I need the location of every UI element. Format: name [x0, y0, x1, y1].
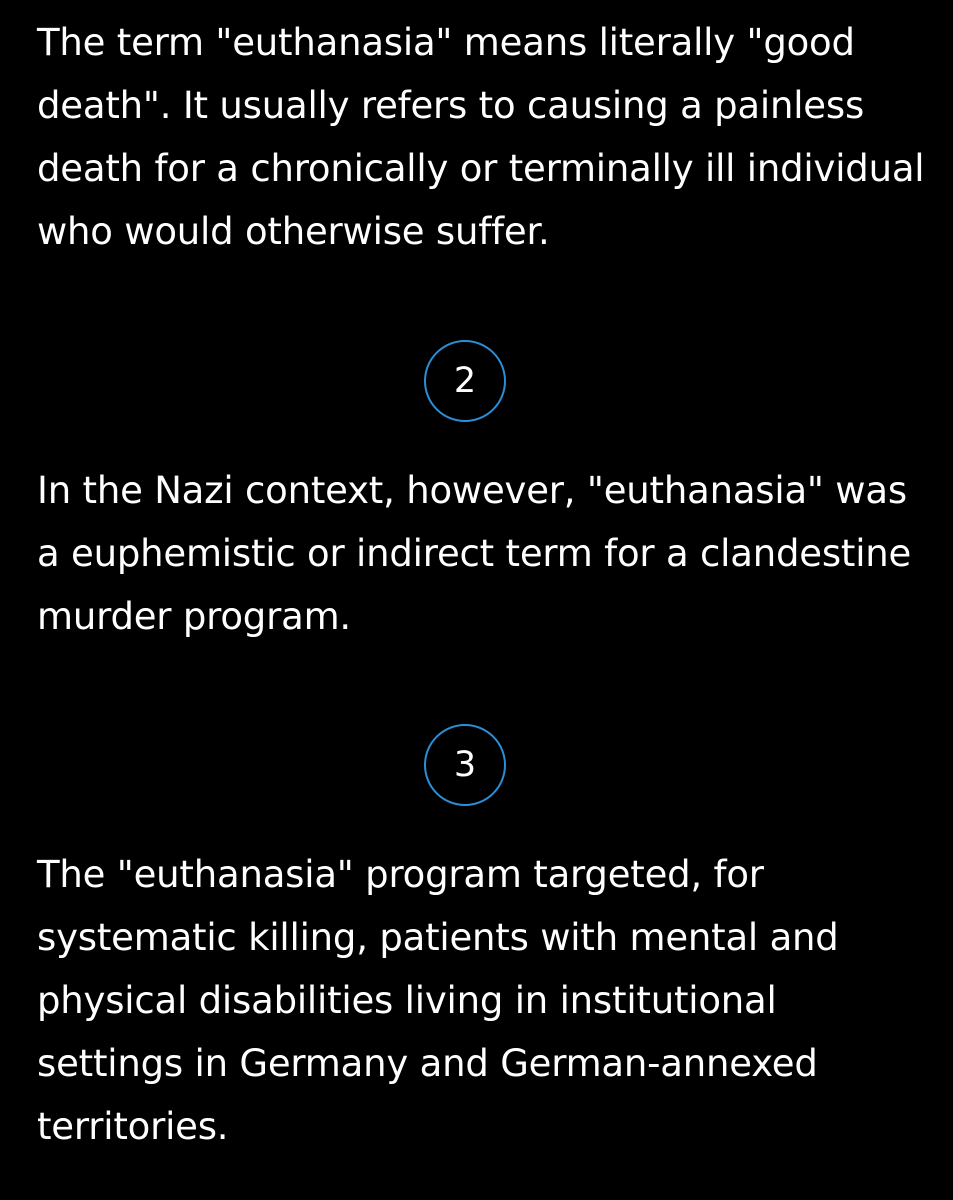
step-number-badge: [424, 724, 506, 806]
paragraph-program-targets: The "euthanasia" program targeted, for systematic killing, patients with mental and physical disabilities living in institutional settings in Germany and German-annexed territories.: [37, 853, 839, 1148]
step-number-label: 2: [453, 361, 477, 401]
paragraph-euthanasia-definition: The term "euthanasia" means literally "good death". It usually refers to causing a painless death for a chronically or terminally ill individual who would otherwise suffer.: [37, 21, 925, 253]
step-number-badge: [424, 340, 506, 422]
step-number-label: 3: [453, 745, 477, 785]
paragraph-nazi-context: In the Nazi context, however, "euthanasia" was a euphemistic or indirect term for a clandestine murder program.: [37, 469, 912, 638]
